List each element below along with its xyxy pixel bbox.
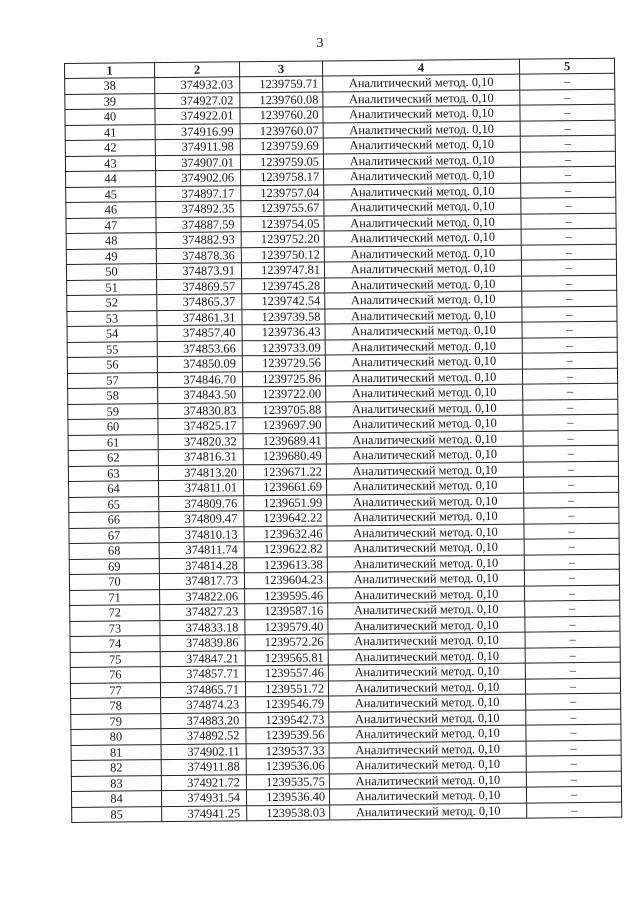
method-cell: Аналитический метод. 0,10	[327, 524, 524, 541]
header-col-3: 3	[239, 61, 322, 77]
point-number-cell: 65	[69, 496, 159, 512]
method-cell: Аналитический метод. 0,10	[324, 167, 521, 184]
x-coordinate-cell: 374809.76	[159, 495, 244, 511]
point-number-cell: 40	[65, 109, 155, 125]
x-coordinate-cell: 374813.20	[158, 464, 243, 480]
method-cell: Аналитический метод. 0,10	[325, 307, 522, 324]
y-coordinate-cell: 1239604.23	[244, 572, 327, 588]
y-coordinate-cell: 1239722.00	[243, 386, 326, 402]
y-coordinate-cell: 1239725.86	[242, 371, 325, 387]
method-cell: Аналитический метод. 0,10	[328, 663, 525, 680]
x-coordinate-cell: 374916.99	[155, 123, 240, 139]
method-cell: Аналитический метод. 0,10	[327, 477, 524, 494]
description-cell: –	[522, 368, 617, 384]
header-col-4: 4	[322, 59, 519, 76]
method-cell: Аналитический метод. 0,10	[327, 493, 524, 510]
description-cell: –	[522, 290, 617, 306]
method-cell: Аналитический метод. 0,10	[324, 183, 521, 200]
x-coordinate-cell: 374853.66	[157, 340, 242, 356]
x-coordinate-cell: 374825.17	[158, 418, 243, 434]
description-cell: –	[520, 73, 615, 89]
method-cell: Аналитический метод. 0,10	[328, 679, 525, 696]
method-cell: Аналитический метод. 0,10	[328, 586, 525, 603]
y-coordinate-cell: 1239760.08	[240, 92, 323, 108]
point-number-cell: 63	[68, 465, 158, 481]
method-cell: Аналитический метод. 0,10	[325, 291, 522, 308]
y-coordinate-cell: 1239572.26	[245, 634, 328, 650]
method-cell: Аналитический метод. 0,10	[330, 803, 527, 820]
x-coordinate-cell: 374827.23	[160, 604, 245, 620]
y-coordinate-cell: 1239565.81	[245, 649, 328, 665]
description-cell: –	[520, 120, 615, 136]
description-cell: –	[525, 631, 620, 647]
point-number-cell: 66	[69, 512, 159, 528]
point-number-cell: 62	[68, 450, 158, 466]
description-cell: –	[521, 213, 616, 229]
method-cell: Аналитический метод. 0,10	[327, 539, 524, 556]
point-number-cell: 81	[71, 744, 161, 760]
description-cell: –	[524, 538, 619, 554]
method-cell: Аналитический метод. 0,10	[328, 617, 525, 634]
point-number-cell: 55	[67, 341, 157, 357]
point-number-cell: 76	[70, 667, 160, 683]
point-number-cell: 46	[66, 202, 156, 218]
description-cell: –	[524, 554, 619, 570]
method-cell: Аналитический метод. 0,10	[328, 632, 525, 649]
point-number-cell: 74	[70, 636, 160, 652]
x-coordinate-cell: 374822.06	[160, 588, 245, 604]
y-coordinate-cell: 1239745.28	[242, 278, 325, 294]
x-coordinate-cell: 374878.36	[156, 247, 241, 263]
point-number-cell: 53	[67, 310, 157, 326]
description-cell: –	[521, 259, 616, 275]
header-col-2: 2	[155, 62, 240, 78]
point-number-cell: 38	[65, 78, 155, 94]
description-cell: –	[523, 476, 618, 492]
header-col-1: 1	[65, 63, 155, 79]
y-coordinate-cell: 1239587.16	[245, 603, 328, 619]
y-coordinate-cell: 1239661.69	[244, 479, 327, 495]
x-coordinate-cell: 374830.83	[158, 402, 243, 418]
point-number-cell: 83	[71, 775, 161, 791]
y-coordinate-cell: 1239557.46	[245, 665, 328, 681]
y-coordinate-cell: 1239536.06	[246, 758, 329, 774]
x-coordinate-cell: 374883.20	[161, 712, 246, 728]
y-coordinate-cell: 1239759.71	[240, 76, 323, 92]
point-number-cell: 82	[71, 760, 161, 776]
x-coordinate-cell: 374874.23	[161, 697, 246, 713]
y-coordinate-cell: 1239759.69	[240, 138, 323, 154]
description-cell: –	[520, 89, 615, 105]
method-cell: Аналитический метод. 0,10	[327, 508, 524, 525]
point-number-cell: 42	[65, 140, 155, 156]
x-coordinate-cell: 374897.17	[156, 185, 241, 201]
coordinates-table	[64, 58, 622, 823]
point-number-cell: 84	[71, 791, 161, 807]
description-cell: –	[525, 662, 620, 678]
description-cell: –	[526, 740, 621, 756]
x-coordinate-cell: 374857.40	[157, 325, 242, 341]
description-cell: –	[526, 786, 621, 802]
x-coordinate-cell: 374892.35	[156, 201, 241, 217]
x-coordinate-cell: 374833.18	[160, 619, 245, 635]
point-number-cell: 73	[70, 620, 160, 636]
description-cell: –	[526, 724, 621, 740]
method-cell: Аналитический метод. 0,10	[323, 152, 520, 169]
x-coordinate-cell: 374847.21	[160, 650, 245, 666]
y-coordinate-cell: 1239671.22	[243, 464, 326, 480]
y-coordinate-cell: 1239539.56	[246, 727, 329, 743]
page-number: 3	[316, 36, 324, 51]
point-number-cell: 70	[69, 574, 159, 590]
description-cell: –	[525, 600, 620, 616]
x-coordinate-cell: 374922.01	[155, 108, 240, 124]
point-number-cell: 67	[69, 527, 159, 543]
method-cell: Аналитический метод. 0,10	[326, 462, 523, 479]
method-cell: Аналитический метод. 0,10	[323, 90, 520, 107]
description-cell: –	[522, 337, 617, 353]
x-coordinate-cell: 374809.47	[159, 511, 244, 527]
point-number-cell: 77	[70, 682, 160, 698]
point-number-cell: 80	[71, 729, 161, 745]
x-coordinate-cell: 374892.52	[161, 728, 246, 744]
method-cell: Аналитический метод. 0,10	[328, 601, 525, 618]
y-coordinate-cell: 1239736.43	[242, 324, 325, 340]
description-cell: –	[524, 523, 619, 539]
x-coordinate-cell: 374921.72	[161, 774, 246, 790]
x-coordinate-cell: 374873.91	[156, 263, 241, 279]
x-coordinate-cell: 374846.70	[157, 371, 242, 387]
description-cell: –	[525, 585, 620, 601]
x-coordinate-cell: 374811.74	[159, 542, 244, 558]
point-number-cell: 60	[68, 419, 158, 435]
method-cell: Аналитический метод. 0,10	[323, 136, 520, 153]
y-coordinate-cell: 1239622.82	[244, 541, 327, 557]
y-coordinate-cell: 1239542.73	[246, 711, 329, 727]
description-cell: –	[525, 647, 620, 663]
y-coordinate-cell: 1239760.20	[240, 107, 323, 123]
point-number-cell: 72	[70, 605, 160, 621]
y-coordinate-cell: 1239689.41	[243, 433, 326, 449]
method-cell: Аналитический метод. 0,10	[325, 369, 522, 386]
method-cell: Аналитический метод. 0,10	[326, 431, 523, 448]
y-coordinate-cell: 1239729.56	[242, 355, 325, 371]
y-coordinate-cell: 1239546.79	[246, 696, 329, 712]
method-cell: Аналитический метод. 0,10	[323, 74, 520, 91]
method-cell: Аналитический метод. 0,10	[324, 260, 521, 277]
y-coordinate-cell: 1239760.07	[240, 123, 323, 139]
x-coordinate-cell: 374850.09	[157, 356, 242, 372]
x-coordinate-cell: 374887.59	[156, 216, 241, 232]
description-cell: –	[521, 166, 616, 182]
x-coordinate-cell: 374941.25	[162, 805, 247, 821]
x-coordinate-cell: 374861.31	[157, 309, 242, 325]
method-cell: Аналитический метод. 0,10	[328, 648, 525, 665]
description-cell: –	[524, 569, 619, 585]
point-number-cell: 64	[69, 481, 159, 497]
description-cell: –	[526, 755, 621, 771]
x-coordinate-cell: 374814.28	[159, 557, 244, 573]
point-number-cell: 54	[67, 326, 157, 342]
y-coordinate-cell: 1239579.40	[245, 618, 328, 634]
method-cell: Аналитический метод. 0,10	[327, 570, 524, 587]
y-coordinate-cell: 1239758.17	[241, 169, 324, 185]
description-cell: –	[520, 135, 615, 151]
description-cell: –	[522, 306, 617, 322]
x-coordinate-cell: 374902.06	[156, 170, 241, 186]
y-coordinate-cell: 1239752.20	[241, 231, 324, 247]
method-cell: Аналитический метод. 0,10	[324, 229, 521, 246]
description-cell: –	[522, 275, 617, 291]
y-coordinate-cell: 1239537.33	[246, 742, 329, 758]
x-coordinate-cell: 374857.71	[160, 666, 245, 682]
description-cell: –	[523, 430, 618, 446]
description-cell: –	[524, 492, 619, 508]
point-number-cell: 69	[69, 558, 159, 574]
point-number-cell: 45	[66, 186, 156, 202]
description-cell: –	[523, 399, 618, 415]
point-number-cell: 49	[66, 248, 156, 264]
method-cell: Аналитический метод. 0,10	[326, 384, 523, 401]
y-coordinate-cell: 1239613.38	[244, 556, 327, 572]
description-cell: –	[525, 678, 620, 694]
point-number-cell: 50	[66, 264, 156, 280]
description-cell: –	[523, 461, 618, 477]
point-number-cell: 57	[67, 372, 157, 388]
method-cell: Аналитический метод. 0,10	[327, 555, 524, 572]
x-coordinate-cell: 374817.73	[159, 573, 244, 589]
point-number-cell: 51	[67, 279, 157, 295]
description-cell: –	[521, 244, 616, 260]
point-number-cell: 78	[71, 698, 161, 714]
point-number-cell: 39	[65, 93, 155, 109]
x-coordinate-cell: 374865.71	[160, 681, 245, 697]
y-coordinate-cell: 1239733.09	[242, 340, 325, 356]
method-cell: Аналитический метод. 0,10	[329, 694, 526, 711]
y-coordinate-cell: 1239697.90	[243, 417, 326, 433]
method-cell: Аналитический метод. 0,10	[329, 710, 526, 727]
point-number-cell: 43	[65, 155, 155, 171]
x-coordinate-cell: 374810.13	[159, 526, 244, 542]
description-cell: –	[525, 616, 620, 632]
y-coordinate-cell: 1239759.05	[240, 154, 323, 170]
description-cell: –	[526, 709, 621, 725]
table-body	[65, 73, 622, 822]
header-col-5: 5	[519, 58, 614, 74]
y-coordinate-cell: 1239739.58	[242, 309, 325, 325]
y-coordinate-cell: 1239595.46	[245, 587, 328, 603]
method-cell: Аналитический метод. 0,10	[323, 105, 520, 122]
method-cell: Аналитический метод. 0,10	[323, 121, 520, 138]
method-cell: Аналитический метод. 0,10	[325, 338, 522, 355]
description-cell: –	[521, 228, 616, 244]
y-coordinate-cell: 1239536.40	[246, 789, 329, 805]
method-cell: Аналитический метод. 0,10	[326, 446, 523, 463]
point-number-cell: 59	[68, 403, 158, 419]
description-cell: –	[521, 197, 616, 213]
x-coordinate-cell: 374911.98	[155, 139, 240, 155]
point-number-cell: 56	[67, 357, 157, 373]
y-coordinate-cell: 1239747.81	[241, 262, 324, 278]
method-cell: Аналитический метод. 0,10	[324, 245, 521, 262]
description-cell: –	[523, 383, 618, 399]
description-cell: –	[521, 182, 616, 198]
coordinates-table-container	[64, 58, 621, 823]
method-cell: Аналитический метод. 0,10	[329, 725, 526, 742]
point-number-cell: 52	[67, 295, 157, 311]
method-cell: Аналитический метод. 0,10	[325, 353, 522, 370]
method-cell: Аналитический метод. 0,10	[329, 787, 526, 804]
x-coordinate-cell: 374882.93	[156, 232, 241, 248]
point-number-cell: 75	[70, 651, 160, 667]
description-cell: –	[522, 352, 617, 368]
y-coordinate-cell: 1239535.75	[246, 773, 329, 789]
description-cell: –	[526, 693, 621, 709]
method-cell: Аналитический метод. 0,10	[325, 276, 522, 293]
y-coordinate-cell: 1239755.67	[241, 200, 324, 216]
description-cell: –	[524, 507, 619, 523]
y-coordinate-cell: 1239757.04	[241, 185, 324, 201]
point-number-cell: 68	[69, 543, 159, 559]
y-coordinate-cell: 1239632.46	[244, 525, 327, 541]
description-cell: –	[523, 445, 618, 461]
description-cell: –	[522, 321, 617, 337]
description-cell: –	[520, 104, 615, 120]
point-number-cell: 48	[66, 233, 156, 249]
description-cell: –	[526, 771, 621, 787]
point-number-cell: 41	[65, 124, 155, 140]
x-coordinate-cell: 374902.11	[161, 743, 246, 759]
y-coordinate-cell: 1239680.49	[243, 448, 326, 464]
x-coordinate-cell: 374927.02	[155, 92, 240, 108]
method-cell: Аналитический метод. 0,10	[329, 772, 526, 789]
x-coordinate-cell: 374907.01	[155, 154, 240, 170]
description-cell: –	[523, 414, 618, 430]
y-coordinate-cell: 1239754.05	[241, 216, 324, 232]
method-cell: Аналитический метод. 0,10	[326, 415, 523, 432]
x-coordinate-cell: 374816.31	[158, 449, 243, 465]
x-coordinate-cell: 374839.86	[160, 635, 245, 651]
x-coordinate-cell: 374931.54	[161, 790, 246, 806]
y-coordinate-cell: 1239742.54	[242, 293, 325, 309]
x-coordinate-cell: 374911.88	[161, 759, 246, 775]
point-number-cell: 85	[72, 806, 162, 822]
x-coordinate-cell: 374932.03	[155, 77, 240, 93]
x-coordinate-cell: 374843.50	[158, 387, 243, 403]
x-coordinate-cell: 374865.37	[157, 294, 242, 310]
point-number-cell: 44	[66, 171, 156, 187]
y-coordinate-cell: 1239651.99	[244, 494, 327, 510]
x-coordinate-cell: 374820.32	[158, 433, 243, 449]
point-number-cell: 79	[71, 713, 161, 729]
method-cell: Аналитический метод. 0,10	[329, 756, 526, 773]
x-coordinate-cell: 374869.57	[157, 278, 242, 294]
point-number-cell: 61	[68, 434, 158, 450]
point-number-cell: 71	[70, 589, 160, 605]
point-number-cell: 47	[66, 217, 156, 233]
y-coordinate-cell: 1239705.88	[243, 402, 326, 418]
y-coordinate-cell: 1239642.22	[244, 510, 327, 526]
method-cell: Аналитический метод. 0,10	[324, 214, 521, 231]
point-number-cell: 58	[68, 388, 158, 404]
y-coordinate-cell: 1239538.03	[247, 804, 330, 820]
y-coordinate-cell: 1239551.72	[245, 680, 328, 696]
method-cell: Аналитический метод. 0,10	[329, 741, 526, 758]
description-cell: –	[527, 802, 622, 818]
method-cell: Аналитический метод. 0,10	[324, 198, 521, 215]
description-cell: –	[520, 151, 615, 167]
x-coordinate-cell: 374811.01	[159, 480, 244, 496]
y-coordinate-cell: 1239750.12	[241, 247, 324, 263]
method-cell: Аналитический метод. 0,10	[325, 322, 522, 339]
method-cell: Аналитический метод. 0,10	[326, 400, 523, 417]
